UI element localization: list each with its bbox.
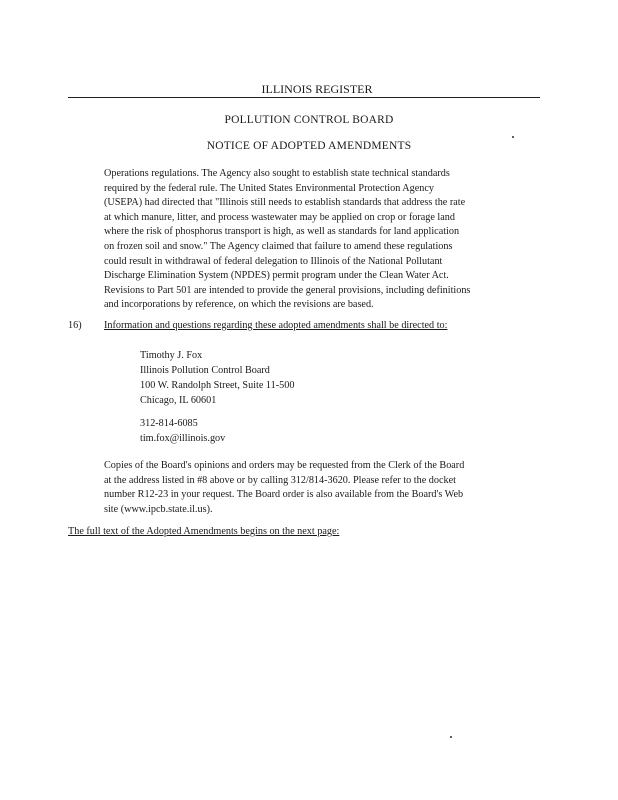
closing-line: The full text of the Adopted Amendments begins on the next page: <box>68 526 340 537</box>
intro-paragraph <box>104 167 534 313</box>
paragraph-line: and incorporations by reference, on which the revisions are based. <box>104 299 374 311</box>
contact-street: 100 W. Randolph Street, Suite 11-500 <box>140 380 295 391</box>
scan-speck <box>450 736 452 738</box>
paragraph-line: Copies of the Board's opinions and orders may be requested from the Clerk of the Board <box>104 460 465 471</box>
paragraph-line: Revisions to Part 501 are intended to provide the general provisions, including definitions <box>104 284 471 296</box>
contact-organization: Illinois Pollution Control Board <box>140 365 270 376</box>
paragraph-line: site (www.ipcb.state.il.us). <box>104 503 213 515</box>
contact-details <box>140 416 225 446</box>
paragraph-line: at which manure, litter, and process wastewater may be applied on crop or forage land <box>104 211 455 223</box>
paragraph-line: at the address listed in #8 above or by calling 312/814-3620. Please refer to the docket <box>104 474 456 486</box>
paragraph-line: where the risk of phosphorus transport is high, as well as standards for land application <box>104 226 460 238</box>
paragraph-line: Discharge Elimination System (NPDES) permit program under the Clean Water Act. <box>104 270 449 282</box>
paragraph-line: on frozen soil and snow." The Agency claimed that failure to amend these regulations <box>104 240 453 252</box>
paragraph-line: number R12-23 in your request. The Board order is also available from the Board's Web <box>104 489 464 501</box>
item-number: 16) <box>68 320 82 331</box>
notice-title: NOTICE OF ADOPTED AMENDMENTS <box>206 140 412 152</box>
register-title: ILLINOIS REGISTER <box>261 82 373 96</box>
paragraph-line: required by the federal rule. The United States Environmental Protection Agency <box>104 182 434 194</box>
paragraph-line: (USEPA) had directed that "Illinois still needs to establish standards that address the rate <box>104 197 466 209</box>
contact-email: tim.fox@illinois.gov <box>140 433 226 444</box>
paragraph-line: could result in withdrawal of federal delegation to Illinois of the National Pollutant <box>104 255 443 267</box>
register-header <box>68 82 540 98</box>
board-title: POLLUTION CONTROL BOARD <box>224 114 394 126</box>
contact-phone: 312-814-6085 <box>140 418 198 429</box>
copies-paragraph <box>104 459 534 517</box>
paragraph-line: Operations regulations. The Agency also sought to establish state technical standards <box>104 168 450 179</box>
item-heading: Information and questions regarding these adopted amendments shall be directed to: <box>104 320 448 331</box>
contact-name: Timothy J. Fox <box>140 350 203 361</box>
scan-speck <box>512 136 514 138</box>
contact-address <box>140 348 294 408</box>
contact-city: Chicago, IL 60601 <box>140 395 217 406</box>
